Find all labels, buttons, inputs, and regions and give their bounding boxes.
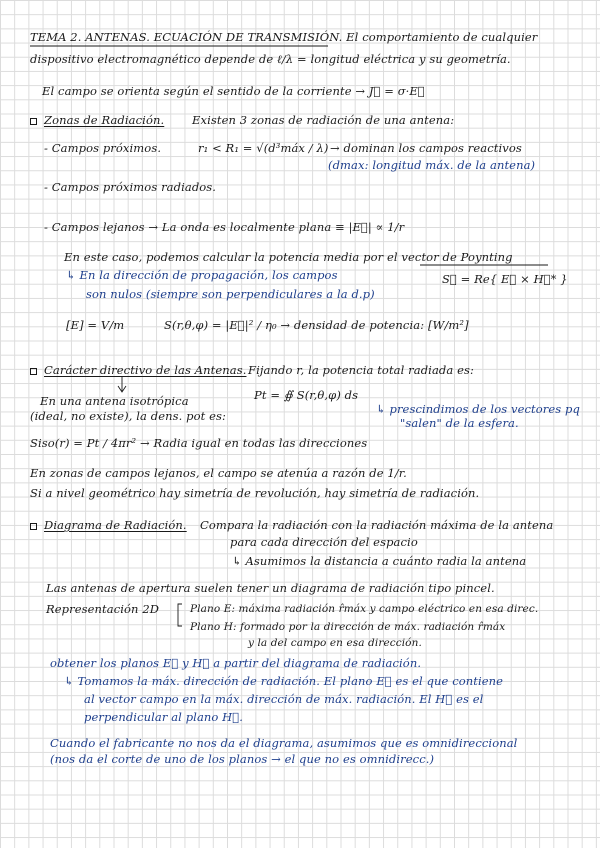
note-line: - Campos lejanos → La onda es localmente plana ≡ |E⃗| ∝ 1/r bbox=[44, 220, 405, 234]
note-line: En una antena isotrópica bbox=[40, 394, 189, 408]
note-line-blue: al vector campo en la máx. dirección de máx. radiación. El H⃗ es el bbox=[84, 692, 484, 706]
formula-units: [E] = V/m bbox=[66, 318, 125, 332]
note-line: para cada dirección del espacio bbox=[230, 535, 418, 549]
note-line-blue: son nulos (siempre son perpendiculares a la d.p) bbox=[86, 287, 375, 301]
note-line: → dominan los campos reactivos bbox=[330, 141, 522, 155]
note-line: (ideal, no existe), la dens. pot es: bbox=[30, 409, 226, 423]
note-line: Plano H: formado por la dirección de máx. radiación r̂máx bbox=[190, 621, 506, 633]
section-checkbox bbox=[30, 118, 37, 125]
note-line-blue: ↳ Tomamos la máx. dirección de radiación. El plano E⃗ es el que contiene bbox=[64, 674, 504, 688]
note-line-blue: Cuando el fabricante no nos da el diagrama, asumimos que es omnidireccional bbox=[50, 736, 518, 750]
section-title-zonas: Zonas de Radiación. bbox=[44, 113, 165, 127]
formula-poynting: S⃗ = Re{ E⃗ × H⃗* } bbox=[442, 272, 568, 286]
formula-near-field: r₁ < R₁ = √(d³máx / λ) bbox=[198, 141, 329, 155]
note-line-blue: ↳ En la dirección de propagación, los campos bbox=[66, 268, 338, 282]
formula-total-power: Pt = ∯ S(r,θ,φ) ds bbox=[254, 388, 359, 402]
note-line: y la del campo en esa dirección. bbox=[248, 637, 422, 649]
note-line: ↳ Asumimos la distancia a cuánto radia la antena bbox=[232, 554, 527, 568]
note-line: Plano E: máxima radiación r̂máx y campo eléctrico en esa direc. bbox=[190, 603, 539, 615]
note-line: Representación 2D bbox=[46, 602, 160, 616]
note-line-blue: perpendicular al plano H⃗. bbox=[84, 710, 243, 724]
note-line-blue: obtener los planos E⃗ y H⃗ a partir del diagrama de radiación. bbox=[50, 656, 422, 670]
note-line: En zonas de campos lejanos, el campo se atenúa a razón de 1/r. bbox=[30, 466, 407, 480]
formula-siso: Siso(r) = Pt / 4πr² → Radia igual en todas las direcciones bbox=[30, 436, 368, 450]
section-checkbox bbox=[30, 523, 37, 530]
section-title-diagrama: Diagrama de Radiación. bbox=[44, 518, 187, 532]
note-line: El campo se orienta según el sentido de la corriente → J⃗ = σ·E⃗ bbox=[42, 84, 425, 98]
note-line: En este caso, podemos calcular la potencia media por el vector de Poynting bbox=[64, 250, 513, 264]
note-line-blue: ↳ prescindimos de los vectores pq bbox=[376, 402, 580, 416]
note-line: - Campos próximos. bbox=[44, 141, 162, 155]
note-line-blue: (nos da el corte de uno de los planos → el que no es omnidirecc.) bbox=[50, 752, 435, 766]
note-line: - Campos próximos radiados. bbox=[44, 180, 217, 194]
note-line: Compara la radiación con la radiación máxima de la antena bbox=[200, 518, 554, 532]
section-title-caracter: Carácter directivo de las Antenas. bbox=[44, 363, 247, 377]
note-line: Existen 3 zonas de radiación de una antena: bbox=[192, 113, 455, 127]
note-line: Si a nivel geométrico hay simetría de revolución, hay simetría de radiación. bbox=[30, 486, 480, 500]
note-line: Fijando r, la potencia total radiada es: bbox=[248, 363, 474, 377]
note-line: dispositivo electromagnético depende de ℓ/λ = longitud eléctrica y su geometría. bbox=[30, 52, 511, 66]
formula-density: S(r,θ,φ) = |E⃗|² / η₀ → densidad de potencia: [W/m²] bbox=[164, 318, 469, 332]
note-line: Las antenas de apertura suelen tener un diagrama de radiación tipo pincel. bbox=[46, 581, 495, 595]
title-line: TEMA 2. ANTENAS. ECUACIÓN DE TRANSMISIÓN. El comportamiento de cualquier bbox=[30, 30, 538, 44]
note-line-blue: (dmax: longitud máx. de la antena) bbox=[328, 158, 536, 172]
section-checkbox bbox=[30, 368, 37, 375]
note-line-blue: "salen" de la esfera. bbox=[400, 416, 519, 430]
